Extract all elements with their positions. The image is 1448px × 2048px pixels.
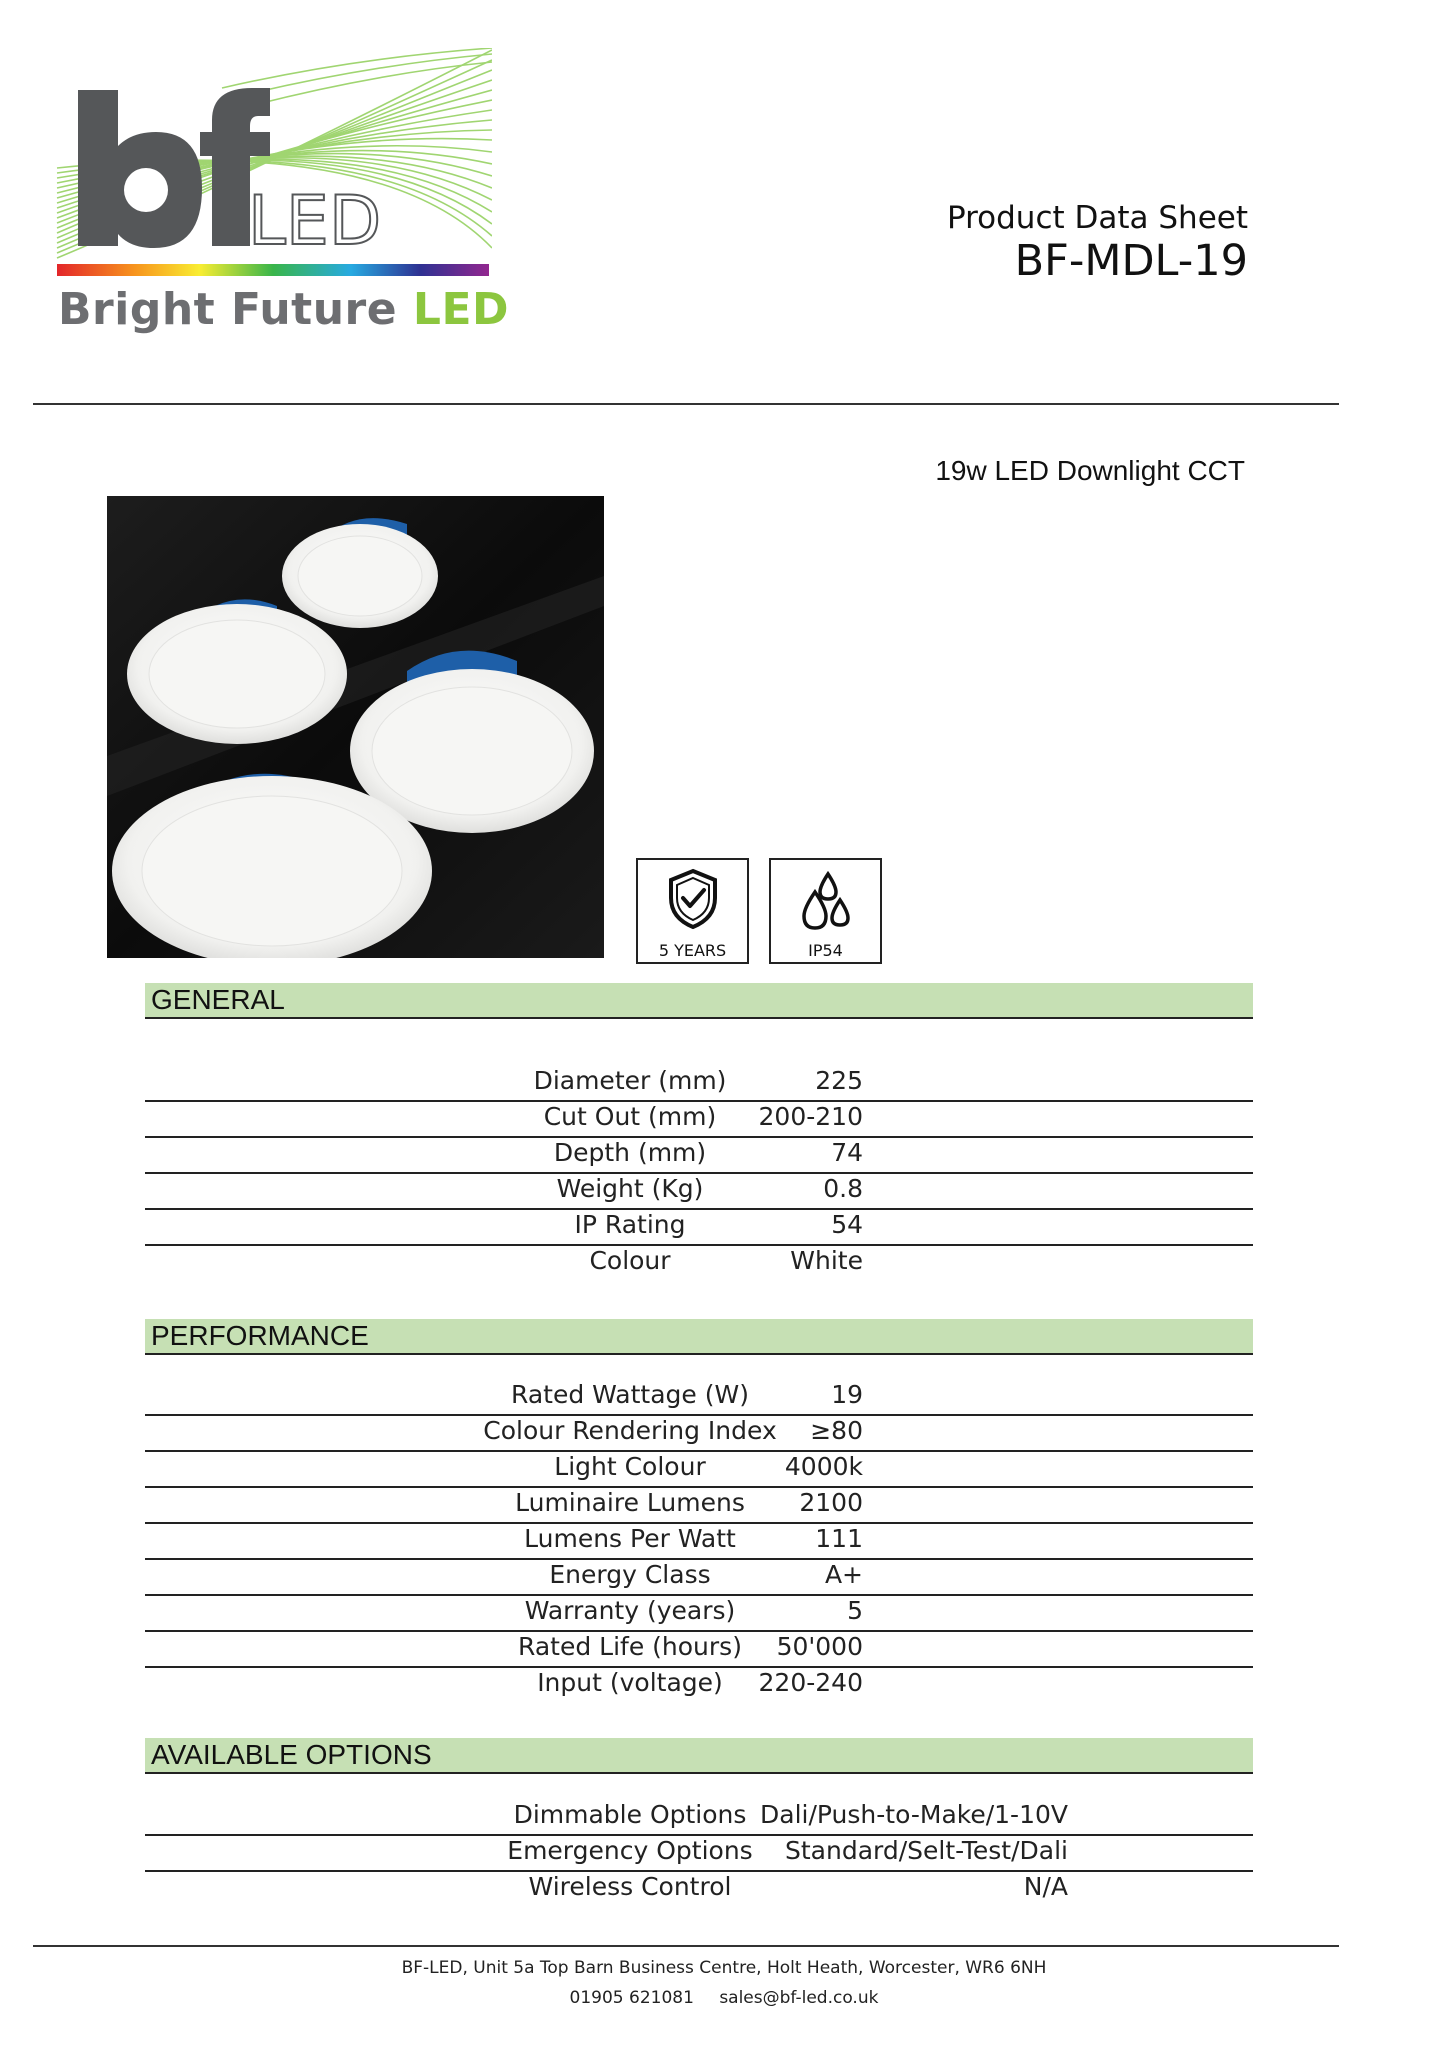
spec-value: ≥80 [810,1416,863,1445]
product-photo [107,496,604,958]
spec-value: 111 [815,1524,863,1553]
shield-check-icon [665,868,721,930]
spec-value: White [790,1246,863,1275]
logo-led-text: LED [248,182,382,261]
ip-rating-badge [769,858,882,964]
spec-label: Colour Rendering Index [483,1416,777,1445]
spec-label: Depth (mm) [553,1138,707,1167]
spec-value: 54 [831,1210,863,1239]
table-row [145,1172,1253,1210]
section-options-header [145,1738,1253,1774]
spec-label: Lumens Per Watt [524,1524,736,1553]
spec-value: 74 [831,1138,863,1167]
option-value: N/A [1023,1872,1068,1901]
spec-label: Input (voltage) [537,1668,723,1697]
spec-value: 50'000 [776,1632,863,1661]
table-row [145,1244,1253,1280]
table-row [145,1378,1253,1416]
option-value: Standard/Selt-Test/Dali [785,1836,1068,1865]
product-code: BF-MDL-19 [1014,236,1248,286]
spec-label: Warranty (years) [524,1596,736,1625]
table-row [145,1100,1253,1138]
table-row [145,1486,1253,1524]
table-row [145,1064,1253,1102]
tagline-accent: LED [412,284,510,335]
product-subtitle: 19w LED Downlight CCT [935,455,1245,486]
spec-value: A+ [824,1560,863,1589]
section-options-title: AVAILABLE OPTIONS [151,1739,432,1770]
footer-phone: 01905 621081 [569,1988,694,2008]
option-value: Dali/Push-to-Make/1-10V [760,1800,1068,1829]
spec-value: 225 [815,1066,863,1095]
table-row [145,1558,1253,1596]
table-row [145,1798,1253,1836]
table-row [145,1450,1253,1488]
option-label: Dimmable Options [513,1800,747,1829]
table-row [145,1630,1253,1668]
section-general-header [145,983,1253,1019]
table-row [145,1414,1253,1452]
spec-label: Colour [589,1246,671,1275]
table-row [145,1208,1253,1246]
option-label: Emergency Options [507,1836,753,1865]
spec-label: Light Colour [554,1452,706,1481]
document-type-label: Product Data Sheet [946,200,1248,236]
spec-label: Luminaire Lumens [515,1488,745,1517]
table-row [145,1136,1253,1174]
footer-email[interactable]: sales@bf-led.co.uk [719,1988,879,2008]
section-general-title: GENERAL [151,984,285,1015]
spec-value: 2100 [799,1488,863,1517]
footer-address: BF-LED, Unit 5a Top Barn Business Centre, Holt Heath, Worcester, WR6 6NH [401,1958,1047,1978]
brand-tagline [58,284,509,335]
table-row [145,1834,1253,1872]
water-drops-icon [798,868,854,934]
tagline-main: Bright Future [58,284,398,335]
section-performance-header [145,1319,1253,1355]
table-row [145,1870,1253,1906]
footer-divider [33,1945,1339,1947]
spec-label: Rated Life (hours) [518,1632,742,1661]
spec-label: IP Rating [574,1210,686,1239]
table-row [145,1666,1253,1702]
spec-label: Cut Out (mm) [543,1102,717,1131]
spec-value: 200-210 [758,1102,863,1131]
spec-label: Diameter (mm) [533,1066,727,1095]
spec-value: 4000k [784,1452,863,1481]
spec-label: Energy Class [549,1560,711,1589]
spec-value: 19 [831,1380,863,1409]
section-performance-title: PERFORMANCE [151,1320,369,1351]
table-row [145,1594,1253,1632]
ip-rating-badge-label: IP54 [808,941,843,960]
table-row [145,1522,1253,1560]
spec-value: 0.8 [823,1174,863,1203]
option-label: Wireless Control [528,1872,732,1901]
header-divider [33,403,1339,405]
warranty-badge [636,858,749,964]
spec-label: Rated Wattage (W) [511,1380,749,1409]
spec-value: 5 [847,1596,863,1625]
footer-contact [0,1988,1448,2008]
spec-label: Weight (Kg) [556,1174,704,1203]
warranty-badge-label: 5 YEARS [658,941,727,960]
spec-value: 220-240 [758,1668,863,1697]
